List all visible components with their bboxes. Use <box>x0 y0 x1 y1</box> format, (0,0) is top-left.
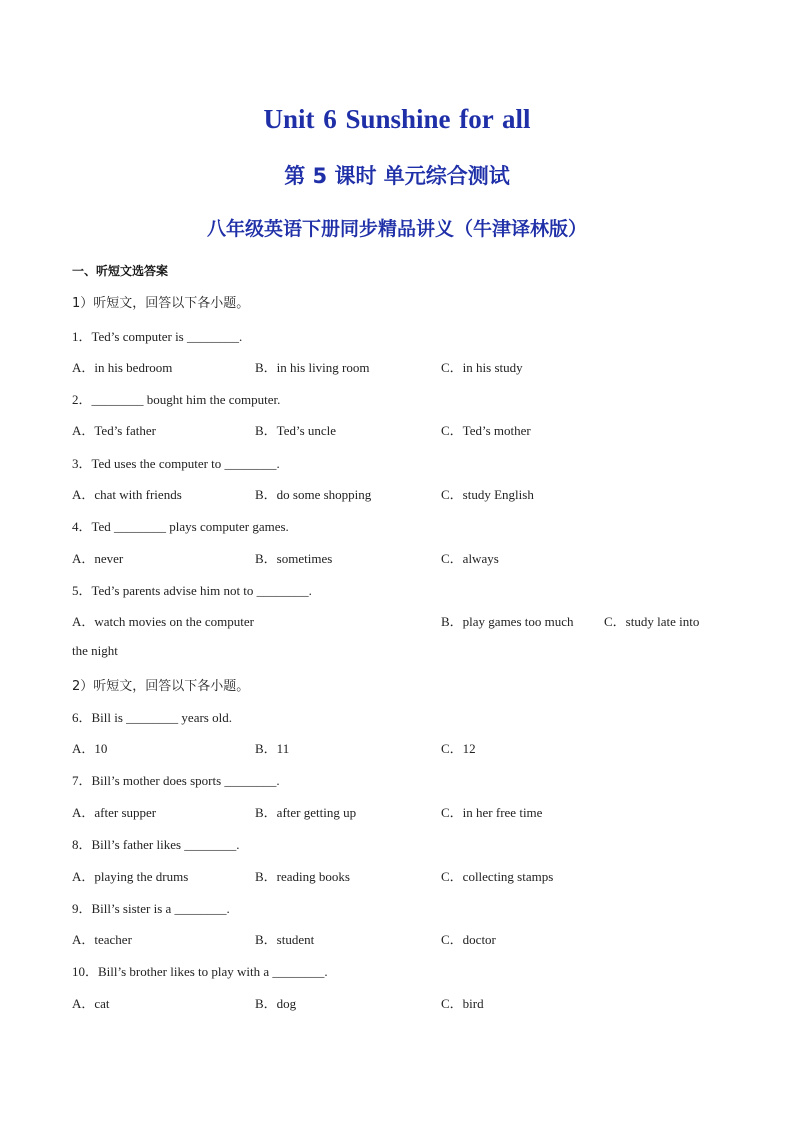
option-c[interactable]: C．Ted’s mother <box>441 423 531 438</box>
question-stem: 9．Bill’s sister is a ________. <box>72 901 230 916</box>
option-b[interactable]: B．do some shopping <box>255 487 372 502</box>
option-a[interactable]: A．never <box>72 551 124 566</box>
option-c[interactable]: C．collecting stamps <box>441 869 554 884</box>
question-stem: 3．Ted uses the computer to ________. <box>72 456 280 471</box>
option-a[interactable]: A．after supper <box>72 805 157 820</box>
question-stem: 7．Bill’s mother does sports ________. <box>72 773 280 788</box>
option-c[interactable]: C．study English <box>441 487 534 502</box>
option-b[interactable]: B．dog <box>255 996 297 1011</box>
option-a[interactable]: A．chat with friends <box>72 487 182 502</box>
option-b[interactable]: B．11 <box>255 741 290 756</box>
option-b[interactable]: B．Ted’s uncle <box>255 423 337 438</box>
option-a[interactable]: A．Ted’s father <box>72 423 156 438</box>
part2-intro: 2）听短文，回答以下各小题。 <box>72 679 250 694</box>
question-stem: 8．Bill’s father likes ________. <box>72 837 240 852</box>
question-stem: 10．Bill’s brother likes to play with a ________. <box>72 964 328 979</box>
option-a[interactable]: A．playing the drums <box>72 869 189 884</box>
option-c[interactable]: C．always <box>441 551 499 566</box>
option-a[interactable]: A．10 <box>72 741 108 756</box>
option-c[interactable]: C．12 <box>441 741 476 756</box>
option-b[interactable]: B．sometimes <box>255 551 333 566</box>
option-a[interactable]: A．cat <box>72 996 110 1011</box>
document-title: Unit 6 Sunshine for all <box>263 104 531 134</box>
option-a[interactable]: A．teacher <box>72 932 132 947</box>
option-a[interactable]: A．in his bedroom <box>72 360 173 375</box>
series-title: 八年级英语下册同步精品讲义（牛津译林版） <box>206 218 587 240</box>
option-b[interactable]: B．in his living room <box>255 360 370 375</box>
question-stem: 1．Ted’s computer is ________. <box>72 329 243 344</box>
part1-intro: 1）听短文，回答以下各小题。 <box>72 296 250 311</box>
question-stem: 6．Bill is ________ years old. <box>72 710 232 725</box>
option-c[interactable]: C．study late into <box>604 614 700 629</box>
option-b[interactable]: B．reading books <box>255 869 350 884</box>
option-b[interactable]: B．play games too much <box>441 614 574 629</box>
option-c[interactable]: C．doctor <box>441 932 496 947</box>
section-heading: 一、听短文选答案 <box>72 264 169 278</box>
lesson-subtitle: 第 5 课时 单元综合测试 <box>284 164 510 188</box>
option-c[interactable]: C．in his study <box>441 360 523 375</box>
question-stem: 5．Ted’s parents advise him not to ________. <box>72 583 312 598</box>
option-a[interactable]: A．watch movies on the computer <box>72 614 254 629</box>
option-b[interactable]: B．after getting up <box>255 805 357 820</box>
option-c[interactable]: C．in her free time <box>441 805 543 820</box>
option-c-continued: the night <box>72 643 118 658</box>
question-stem: 4．Ted ________ plays computer games. <box>72 519 289 534</box>
option-c[interactable]: C．bird <box>441 996 484 1011</box>
option-b[interactable]: B．student <box>255 932 315 947</box>
question-stem: 2．________ bought him the computer. <box>72 392 281 407</box>
